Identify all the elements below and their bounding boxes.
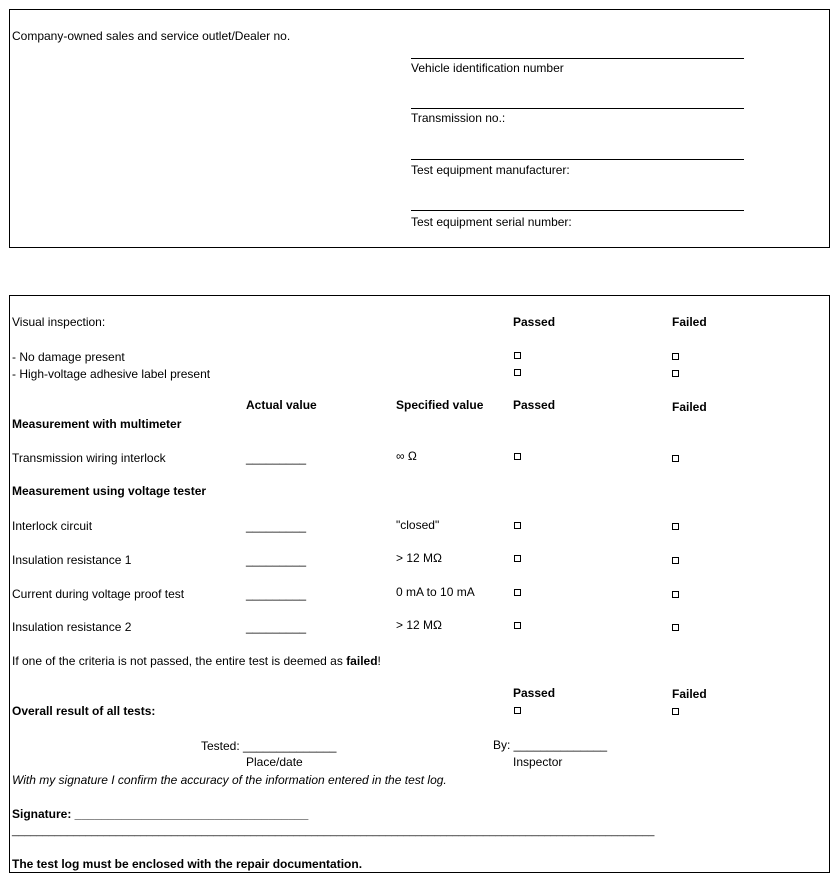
criteria-note — [12, 654, 381, 668]
measure-passed-header: Passed — [513, 398, 556, 412]
multimeter-heading: Measurement with multimeter — [12, 417, 182, 431]
by-field[interactable]: By: ______________ — [493, 738, 608, 752]
proof-test-current-spec: 0 mA to 10 mA — [396, 585, 475, 599]
no-damage-passed-checkbox[interactable] — [514, 352, 521, 359]
overall-result-label: Overall result of all tests: — [12, 704, 156, 718]
proof-test-current-actual-field[interactable]: _________ — [246, 587, 307, 601]
inspector-label: Inspector — [513, 755, 563, 769]
criteria-note-text: If one of the criteria is not passed, the entire test is deemed as — [12, 654, 347, 668]
insulation-1-spec: > 12 MΩ — [396, 551, 442, 565]
hv-label-passed-checkbox[interactable] — [514, 369, 521, 376]
wiring-interlock-actual-field[interactable]: _________ — [246, 451, 307, 465]
row-label-interlock-circuit: Interlock circuit — [12, 519, 93, 533]
hv-label-failed-checkbox[interactable] — [672, 370, 679, 377]
insulation-1-failed-checkbox[interactable] — [672, 557, 679, 564]
measure-failed-header: Failed — [672, 400, 707, 414]
wiring-interlock-passed-checkbox[interactable] — [514, 453, 521, 460]
no-damage-failed-checkbox[interactable] — [672, 353, 679, 360]
transmission-no-field-line[interactable] — [411, 108, 744, 109]
wiring-interlock-failed-checkbox[interactable] — [672, 455, 679, 462]
criteria-note-end: ! — [377, 654, 381, 668]
vin-label: Vehicle identification number — [411, 61, 564, 75]
row-label-proof-test-current: Current during voltage proof test — [12, 587, 185, 601]
overall-failed-header: Failed — [672, 687, 707, 701]
signature-field[interactable]: Signature: ___________________________________ — [12, 807, 309, 821]
wiring-interlock-spec: ∞ Ω — [396, 449, 417, 463]
insulation-2-actual-field[interactable]: _________ — [246, 620, 307, 634]
overall-passed-header: Passed — [513, 686, 556, 700]
row-label-insulation-2: Insulation resistance 2 — [12, 620, 132, 634]
visual-failed-header: Failed — [672, 315, 707, 329]
signature-confirmation: With my signature I confirm the accuracy of the information entered in the test log. — [12, 773, 447, 787]
interlock-circuit-passed-checkbox[interactable] — [514, 522, 521, 529]
insulation-1-passed-checkbox[interactable] — [514, 555, 521, 562]
equipment-serial-label: Test equipment serial number: — [411, 215, 572, 229]
header-section — [9, 9, 830, 248]
visual-item-hv-label: - High-voltage adhesive label present — [12, 367, 211, 381]
voltage-tester-heading: Measurement using voltage tester — [12, 484, 207, 498]
visual-inspection-heading: Visual inspection: — [12, 315, 106, 329]
visual-item-no-damage: - No damage present — [12, 350, 125, 364]
visual-passed-header: Passed — [513, 315, 556, 329]
overall-failed-checkbox[interactable] — [672, 708, 679, 715]
interlock-circuit-failed-checkbox[interactable] — [672, 523, 679, 530]
equipment-manufacturer-label: Test equipment manufacturer: — [411, 163, 570, 177]
insulation-2-failed-checkbox[interactable] — [672, 624, 679, 631]
equipment-serial-field-line[interactable] — [411, 210, 744, 211]
criteria-note-failed: failed — [346, 654, 378, 668]
proof-test-current-passed-checkbox[interactable] — [514, 589, 521, 596]
equipment-manufacturer-field-line[interactable] — [411, 159, 744, 160]
transmission-no-label: Transmission no.: — [411, 111, 506, 125]
tested-field[interactable]: Tested: ______________ — [201, 739, 337, 753]
dealer-label: Company-owned sales and service outlet/Dealer no. — [12, 29, 291, 43]
separator-rule: _________________________________________________________________________________________________________ — [12, 825, 655, 837]
insulation-2-spec: > 12 MΩ — [396, 618, 442, 632]
footer-note: The test log must be enclosed with the repair documentation. — [12, 857, 363, 871]
interlock-circuit-actual-field[interactable]: _________ — [246, 519, 307, 533]
row-label-wiring-interlock: Transmission wiring interlock — [12, 451, 166, 465]
proof-test-current-failed-checkbox[interactable] — [672, 591, 679, 598]
row-label-insulation-1: Insulation resistance 1 — [12, 553, 132, 567]
place-date-label: Place/date — [246, 755, 303, 769]
vin-field-line[interactable] — [411, 58, 744, 59]
actual-value-header: Actual value — [246, 398, 317, 412]
interlock-circuit-spec: "closed" — [396, 518, 440, 532]
overall-passed-checkbox[interactable] — [514, 707, 521, 714]
insulation-2-passed-checkbox[interactable] — [514, 622, 521, 629]
insulation-1-actual-field[interactable]: _________ — [246, 553, 307, 567]
specified-value-header: Specified value — [396, 398, 484, 412]
